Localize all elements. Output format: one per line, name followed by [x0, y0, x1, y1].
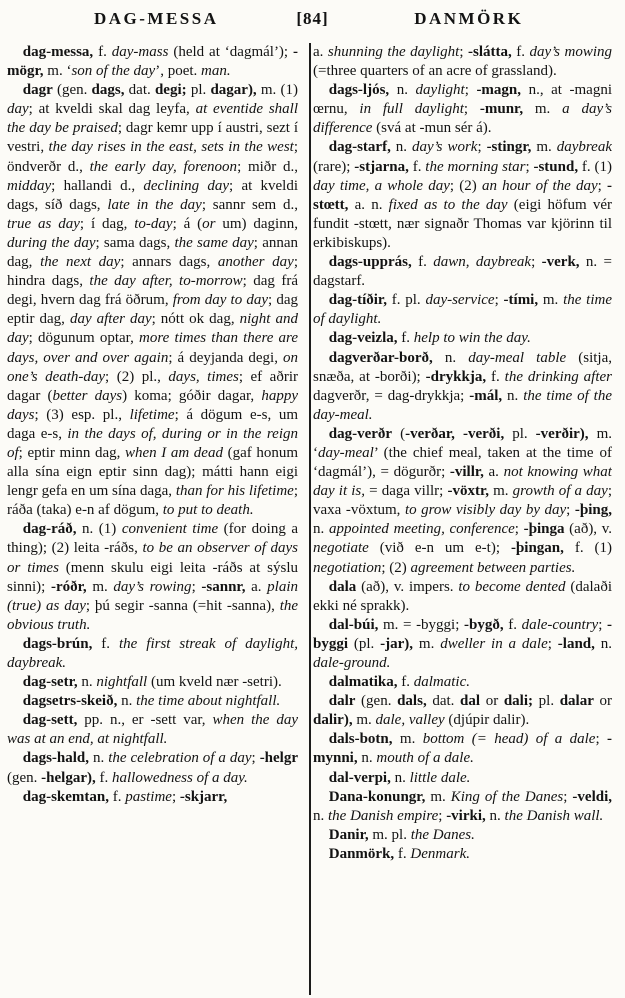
right-guide-word: DANMÖRK	[414, 9, 524, 28]
entry-dags-brun: dags-brún, f. the first streak of daylight, daybreak.	[7, 635, 298, 671]
entry-dals-botn: dals-botn, m. bottom (= head) of a dale; -mynni, n. mouth of a dale.	[313, 731, 612, 767]
entry-dag-veizla: dag-veizla, f. help to win the day.	[328, 330, 531, 347]
column-left	[7, 43, 304, 995]
entry-dag-setr: dag-setr, n. nightfall (um kveld nær -setri).	[22, 674, 282, 691]
entry-dags-ljos: dags-ljós, n. daylight; -magn, n., at -magni œrnu, in full daylight; -munr, m. a day’s difference (svá at -mun sér á).	[313, 82, 612, 137]
entry-dag-tidir: dag-tíðir, f. pl. day-service; -tími, m. the time of daylight.	[313, 292, 612, 328]
entry-dalr: dalr (gen. dals, dat. dal or dali; pl. dalar or dalir), m. dale, valley (djúpir dalir).	[313, 693, 612, 729]
entry-dag-verdr: dag-verðr (-verðar, -verði, pl. -verðir), m. ‘day-meal’ (the chief meal, taken at the time of ‘dagmál’), = dögurðr; -villr, a. not knowing what day it is, = daga villr; -vöxtr, m. growth of a day; vaxa -vöxtum, to grow visibly day by day; -þing, n. appointed meeting, conference; -þinga (að), v. negotiate (við e-n um e-t); -þingan, f. (1) negotiation; (2) agreement between parties.	[313, 425, 612, 576]
entry-dal-verpi: dal-verpi, n. little dale.	[328, 769, 471, 786]
column-divider-rule	[309, 43, 311, 995]
entry-dag-rad: dag-ráð, n. (1) convenient time (for doing a thing); (2) leita -ráðs, to be an observer of days or times (menn skulu eigi leita -ráðs at sýslu sinni); -róðr, m. day’s rowing; -sannr, a. plain (true) as day; þú segir -sanna (=hit -sanna), the obvious truth.	[7, 521, 299, 633]
entry-dag-skjarr-cont: a. shunning the daylight; -slátta, f. day’s mowing (=three quarters of an acre of grassland).	[313, 44, 612, 80]
entry-dag-sett: dag-sett, pp. n., er -sett var, when the day was at an end, at nightfall.	[7, 712, 299, 748]
entry-dag-skemtan: dag-skemtan, f. pastime; -skjarr,	[22, 788, 228, 805]
entry-danir: Danir, m. pl. the Danes.	[328, 826, 475, 843]
entry-danmork: Danmörk, f. Denmark.	[328, 845, 470, 862]
entry-dal-bui: dal-búi, m. = -byggi; -bygð, f. dale-country; -byggi (pl. -jar), m. dweller in a dale; -land, n. dale-ground.	[313, 616, 612, 671]
text-columns	[0, 43, 625, 995]
entry-dalmatika: dalmatika, f. dalmatic.	[328, 674, 471, 691]
page-number: [84]	[296, 9, 329, 28]
entry-dag-messa: dag-messa, f. day-mass (held at ‘dagmál’); -mögr, m. ‘son of the day’, poet. man.	[7, 44, 299, 80]
entry-dana-konungr: Dana-konungr, m. King of the Danes; -veldi, n. the Danish empire; -virki, n. the Danish wall.	[313, 788, 612, 824]
entry-dags-uppras: dags-upprás, f. dawn, daybreak; -verk, n. = dagstarf.	[313, 254, 612, 290]
entry-dagverdar-bord: dagverðar-borð, n. day-meal table (sitja, snæða, at -borði); -drykkja, f. the drinking after dagverðr, = dag-drykkja; -mál, n. the time of the day-meal.	[313, 349, 612, 423]
column-right	[304, 43, 612, 995]
entry-dala: dala (að), v. impers. to become dented (dalaði ekki né sprakk).	[313, 578, 612, 614]
left-guide-word: DAG-MESSA	[93, 9, 219, 28]
entry-dagr: dagr (gen. dags, dat. degi; pl. dagar), m. (1) day; at kveldi skal dag leyfa, at eventide shall the day be praised; dagr kemr upp í austri, sezt í vestri, the day rises in the east, sets in the west; öndverðr d., the early day, forenoon; miðr d., midday; hallandi d., declining day; at kveldi dags, síð dags, late in the day; sannr sem d., true as day; í dag, to-day; á (or um) daginn, during the day; sama dags, the same day; annan dag, the next day; annars dags, another day; hindra dags, the day after, to-morrow; dag frá degi, hvern dag frá öðrum, from day to day; dag eptir dag, day after day; nótt ok dag, night and day; dögunum optar, more times than there are days, over and over again; á deyjanda degi, on one’s death-day; (2) pl., days, times; ef aðrir dagar (better days) koma; góðir dagar, happy days; (3) esp. pl., lifetime; á dögum e-s, um daga e-s, in the days of, during or in the reign of; eptir minn dag, when I am dead (gaf honum alla sína eign eptir sinn dag); mátti hann eigi lengr gefa en um sína daga, than for his lifetime; ráða (taka) e-n af dögum, to put to death.	[7, 82, 299, 519]
entry-dags-hald: dags-hald, n. the celebration of a day; -helgr (gen. -helgar), f. hallowedness of a day.	[7, 750, 299, 786]
entry-dag-starf: dag-starf, n. day’s work; -stingr, m. daybreak (rare); -stjarna, f. the morning star; -stund, f. (1) day time, a whole day; (2) an hour of the day; -stœtt, a. n. fixed as to the day (eigi höfum vér fundit -stœtt, nær signaðr Thomas var kjörinn til erkibiskups).	[313, 139, 612, 251]
running-head	[0, 0, 625, 43]
entry-dagsetrs-skeid: dagsetrs-skeið, n. the time about nightfall.	[22, 693, 281, 710]
